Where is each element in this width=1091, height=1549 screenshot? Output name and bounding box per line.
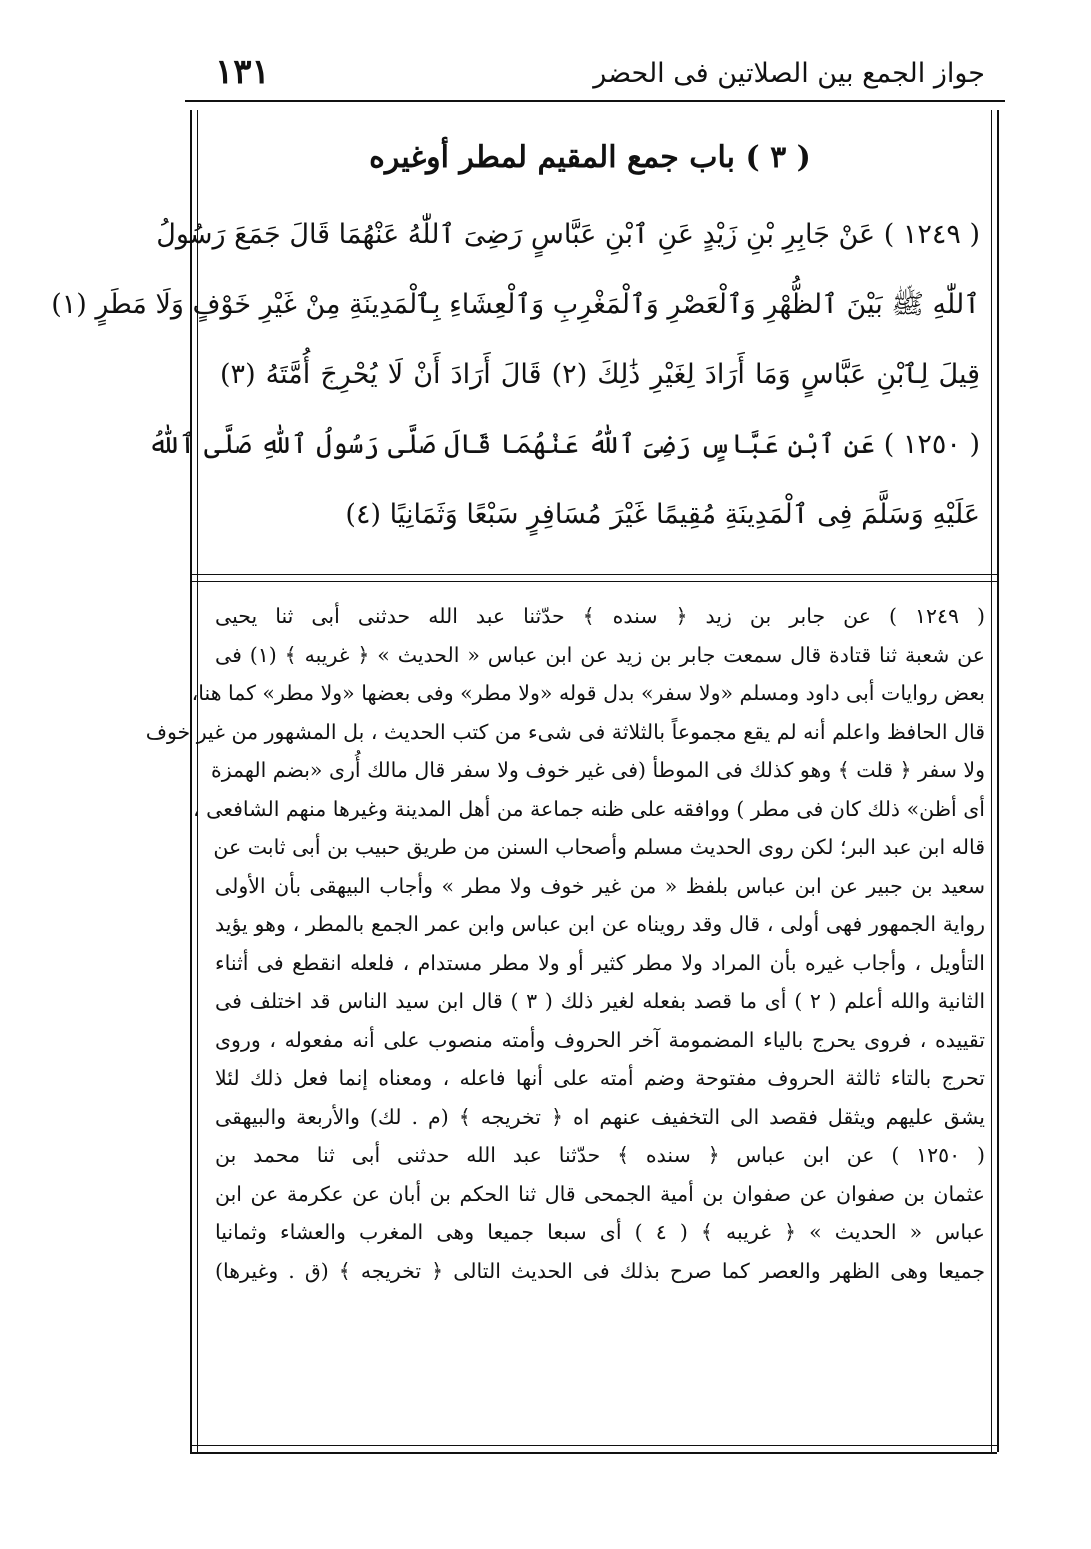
commentary-line: التأويل ، وأجاب غيره بأن المراد ولا مطر كثير أو ولا مطر مستدام ، فلعله انقطع فى أثناء (215, 950, 985, 975)
section-divider (190, 574, 997, 575)
hadith-line: ( ١٢٥٠ ) عَنِ ٱبْنِ عَبَّاسٍ رَضِىَ ٱللّٰهُ عَنْهُمَا قَالَ صَلَّى رَسُولُ ٱللّٰهِ صَلَّى ٱللّٰهُ (147, 429, 980, 460)
commentary-line: رواية الجمهور فهى أولى ، قال وقد رويناه عن ابن عباس وابن عمر الجمع بالمطر ، وهو يؤيد (215, 912, 985, 936)
hadith-line: عَلَيْهِ وَسَلَّمَ فِى ٱلْمَدِينَةِ مُقِيمًا غَيْرَ مُسَافِرٍ سَبْعًا وَثَمَانِيًا (٤) (345, 499, 980, 530)
commentary-text (145, 597, 986, 1290)
chapter-title: ( ٣ ) باب جمع المقيم لمطر أوغيره (369, 140, 811, 175)
commentary-line: جميعا وهى الظهر والعصر كما صرح بذلك فى الحديث التالى ﴿ تخريجه ﴾ (ق . وغيرها) (215, 1258, 985, 1283)
commentary-line: قاله ابن عبد البر؛ لكن روى الحديث مسلم وأصحاب السنن من طريق حبيب بن أبى ثابت عن (213, 835, 985, 859)
commentary-line: يشق عليهم ويثقل فقصد الى التخفيف عنهم اه ﴿ تخريجه ﴾ (م . لك) والأربعة والبيهقى (215, 1104, 985, 1129)
commentary-line: الثانية والله أعلم ( ٢ ) أى ما قصد بفعله لغير ذلك ( ٣ ) قال ابن سيد الناس قد اختلف فى (215, 989, 986, 1013)
hadith-line: قِيلَ لِٱبْنِ عَبَّاسٍ وَمَا أَرَادَ لِغَيْرِ ذَٰلِكَ (٢) قَالَ أَرَادَ أَنْ لَا يُحْرِجَ أُمَّتَهُ (٣) (220, 359, 981, 390)
hadith-text (51, 200, 981, 550)
commentary-line: أى أظن» ذلك كان فى مطر ) ووافقه على ظنه جماعة من أهل المدينة وغيرها منهم الشافعى ، (193, 796, 985, 821)
running-title: جواز الجمع بين الصلاتين فى الحضر (593, 58, 985, 89)
footer-rule (190, 1452, 997, 1454)
page-header (215, 52, 985, 100)
header-rule (185, 100, 1005, 102)
commentary-line: تحرج بالتاء ثالثة الحروف مفتوحة وضم أمته على أنها فاعله ، ومعناه إنما فعل ذلك لئلا (215, 1066, 985, 1090)
commentary-line: قال الحافظ واعلم أنه لم يقع مجموعاً بالثلاثة فى شىء من كتب الحديث ، بل المشهور من غير خوف (145, 719, 985, 744)
page-number: ١٣١ (215, 52, 270, 92)
section-divider (190, 581, 997, 582)
commentary-line: ( ١٢٥٠ ) عن ابن عباس ﴿ سنده ﴾ حدّثنا عبد الله حدثنى أبى ثنا محمد بن (215, 1143, 985, 1167)
commentary-line: تقييده ، فروى يحرج بالياء المضمومة آخر الحروف وأمته منصوب على أنه مفعوله ، وروى (215, 1027, 985, 1052)
hadith-line: ٱللّٰهِ ﷺ بَيْنَ ٱلظُّهْرِ وَٱلْعَصْرِ وَٱلْمَغْرِبِ وَٱلْعِشَاءِ بِٱلْمَدِينَةِ مِنْ غَيْرِ خَوْفٍ وَلَا مَطَرٍ (١) (51, 289, 980, 320)
commentary-line: ولا سفر ﴿ قلت ﴾ وهو كذلك فى الموطأ (فى غير خوف ولا سفر قال مالك أُرى «بضم الهمزة (210, 758, 985, 782)
commentary-line: عباس « الحديث » ﴿ غريبه ﴾ ( ٤ ) أى سبعا جميعا وهى المغرب والعشاء وثمانيا (215, 1220, 985, 1244)
hadith-line: ( ١٢٤٩ ) عَنْ جَابِرِ بْنِ زَيْدٍ عَنِ ٱبْنِ عَبَّاسٍ رَضِىَ ٱللّٰهُ عَنْهُمَا قَالَ جَمَعَ رَسُولُ (156, 219, 980, 250)
commentary-line: سعيد بن جبير عن ابن عباس بلفظ « من غير خوف ولا مطر » وأجاب البيهقى بأن الأولى (215, 873, 985, 898)
footer-rule (190, 1445, 997, 1446)
commentary-line: عثمان بن صفوان عن صفوان بن أمية الجمحى قال ثنا الحكم بن أبان عن عكرمة عن ابن (215, 1181, 985, 1206)
commentary-line: ( ١٢٤٩ ) عن جابر بن زيد ﴿ سنده ﴾ حدّثنا عبد الله حدثنى أبى ثنا يحيى (215, 604, 986, 628)
commentary-line: عن شعبة ثنا قتادة قال سمعت جابر بن زيد عن ابن عباس « الحديث » ﴿ غريبه ﴾ (١) فى (215, 642, 985, 667)
commentary-line: بعض روايات أبى داود ومسلم «ولا سفر» بدل قوله «ولا مطر» وفى بعضها «ولا مطر» كما هنا، (191, 681, 985, 705)
